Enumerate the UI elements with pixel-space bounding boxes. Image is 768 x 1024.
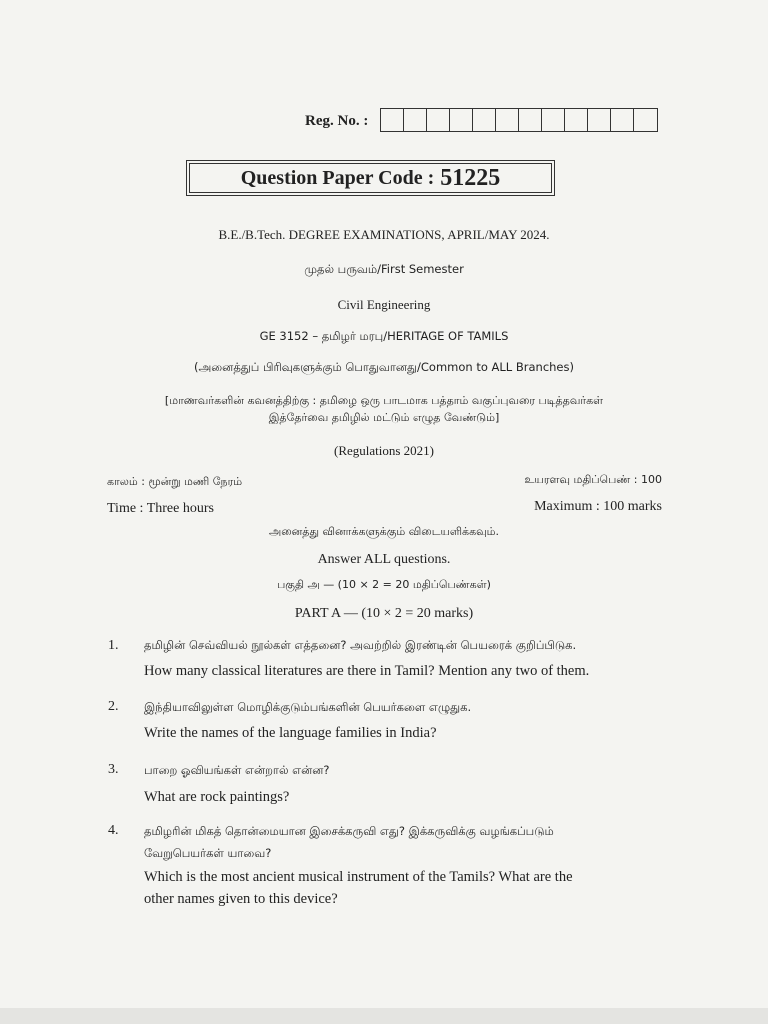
reg-no-boxes[interactable] (380, 108, 658, 132)
reg-no-digit-box[interactable] (427, 109, 450, 131)
answer-all-tamil: அனைத்து வினாக்களுக்கும் விடையளிக்கவும். (268, 525, 499, 538)
department: Civil Engineering (337, 297, 431, 312)
max-marks-english: Maximum : 100 marks (534, 499, 662, 514)
part-a-english: PART A — (10 × 2 = 20 marks) (294, 606, 474, 621)
answer-all-english: Answer ALL questions. (317, 552, 451, 567)
exam-title: B.E./B.Tech. DEGREE EXAMINATIONS, APRIL/MAY 2024. (218, 227, 550, 242)
question-english: What are rock paintings? (144, 789, 290, 805)
question-tamil: இந்தியாவிலுள்ள மொழிக்குடும்பங்களின் பெயர்களை எழுதுக. (144, 700, 472, 714)
question-english-line-1: Which is the most ancient musical instrument of the Tamils? What are the (144, 869, 573, 885)
question-english-line-2: other names given to this device? (144, 891, 338, 907)
scan-edge (0, 1008, 768, 1024)
course-title: GE 3152 – தமிழர் மரபு/HERITAGE OF TAMILS (259, 329, 509, 343)
code-label: Question Paper Code : (240, 166, 435, 189)
semester: முதல் பருவம்/First Semester (304, 262, 464, 276)
question-tamil-line-2: வேறுபெயர்கள் யாவை? (144, 846, 272, 860)
question-number: 1. (108, 638, 119, 653)
question-english: How many classical literatures are there in Tamil? Mention any two of them. (144, 663, 590, 679)
reg-no-digit-box[interactable] (519, 109, 542, 131)
time-english: Time : Three hours (107, 501, 214, 516)
question-number: 2. (108, 699, 119, 714)
reg-no-digit-box[interactable] (611, 109, 634, 131)
note-line-2: இத்தேர்வை தமிழில் மட்டும் எழுத வேண்டும்] (268, 411, 500, 424)
reg-no-digit-box[interactable] (634, 109, 657, 131)
code-number: 51225 (440, 164, 501, 191)
reg-no-digit-box[interactable] (496, 109, 519, 131)
reg-no-digit-box[interactable] (473, 109, 496, 131)
reg-no-digit-box[interactable] (450, 109, 473, 131)
reg-no-digit-box[interactable] (381, 109, 404, 131)
note-line-1: [மாணவர்களின் கவனத்திற்கு : தமிழை ஒரு பாடமாக பத்தாம் வகுப்புவரை படித்தவர்கள் (164, 394, 604, 407)
question-number: 3. (108, 762, 119, 777)
question-tamil: பாறை ஓவியங்கள் என்றால் என்ன? (144, 763, 330, 777)
time-tamil: காலம் : மூன்று மணி நேரம் (107, 475, 243, 488)
part-a-tamil: பகுதி அ — (10 × 2 = 20 மதிப்பெண்கள்) (277, 578, 491, 591)
question-number: 4. (108, 823, 119, 838)
reg-no-digit-box[interactable] (542, 109, 565, 131)
reg-no-digit-box[interactable] (588, 109, 611, 131)
question-tamil-line-1: தமிழரின் மிகத் தொன்மையான இசைக்கருவி எது? இக்கருவிக்கு வழங்கப்படும் (144, 824, 554, 838)
common-branches: (அனைத்துப் பிரிவுகளுக்கும் பொதுவானது/Common to ALL Branches) (194, 360, 574, 374)
reg-no-digit-box[interactable] (404, 109, 427, 131)
question-tamil: தமிழின் செவ்வியல் நூல்கள் எத்தனை? அவற்றில் இரண்டின் பெயரைக் குறிப்பிடுக. (144, 638, 577, 652)
question-english: Write the names of the language families in India? (144, 725, 437, 741)
regulations: (Regulations 2021) (333, 443, 434, 458)
max-marks-tamil: உயரளவு மதிப்பெண் : 100 (524, 473, 662, 486)
question-paper-code-box (186, 160, 555, 196)
reg-no-digit-box[interactable] (565, 109, 588, 131)
reg-no-label: Reg. No. : (305, 113, 369, 129)
